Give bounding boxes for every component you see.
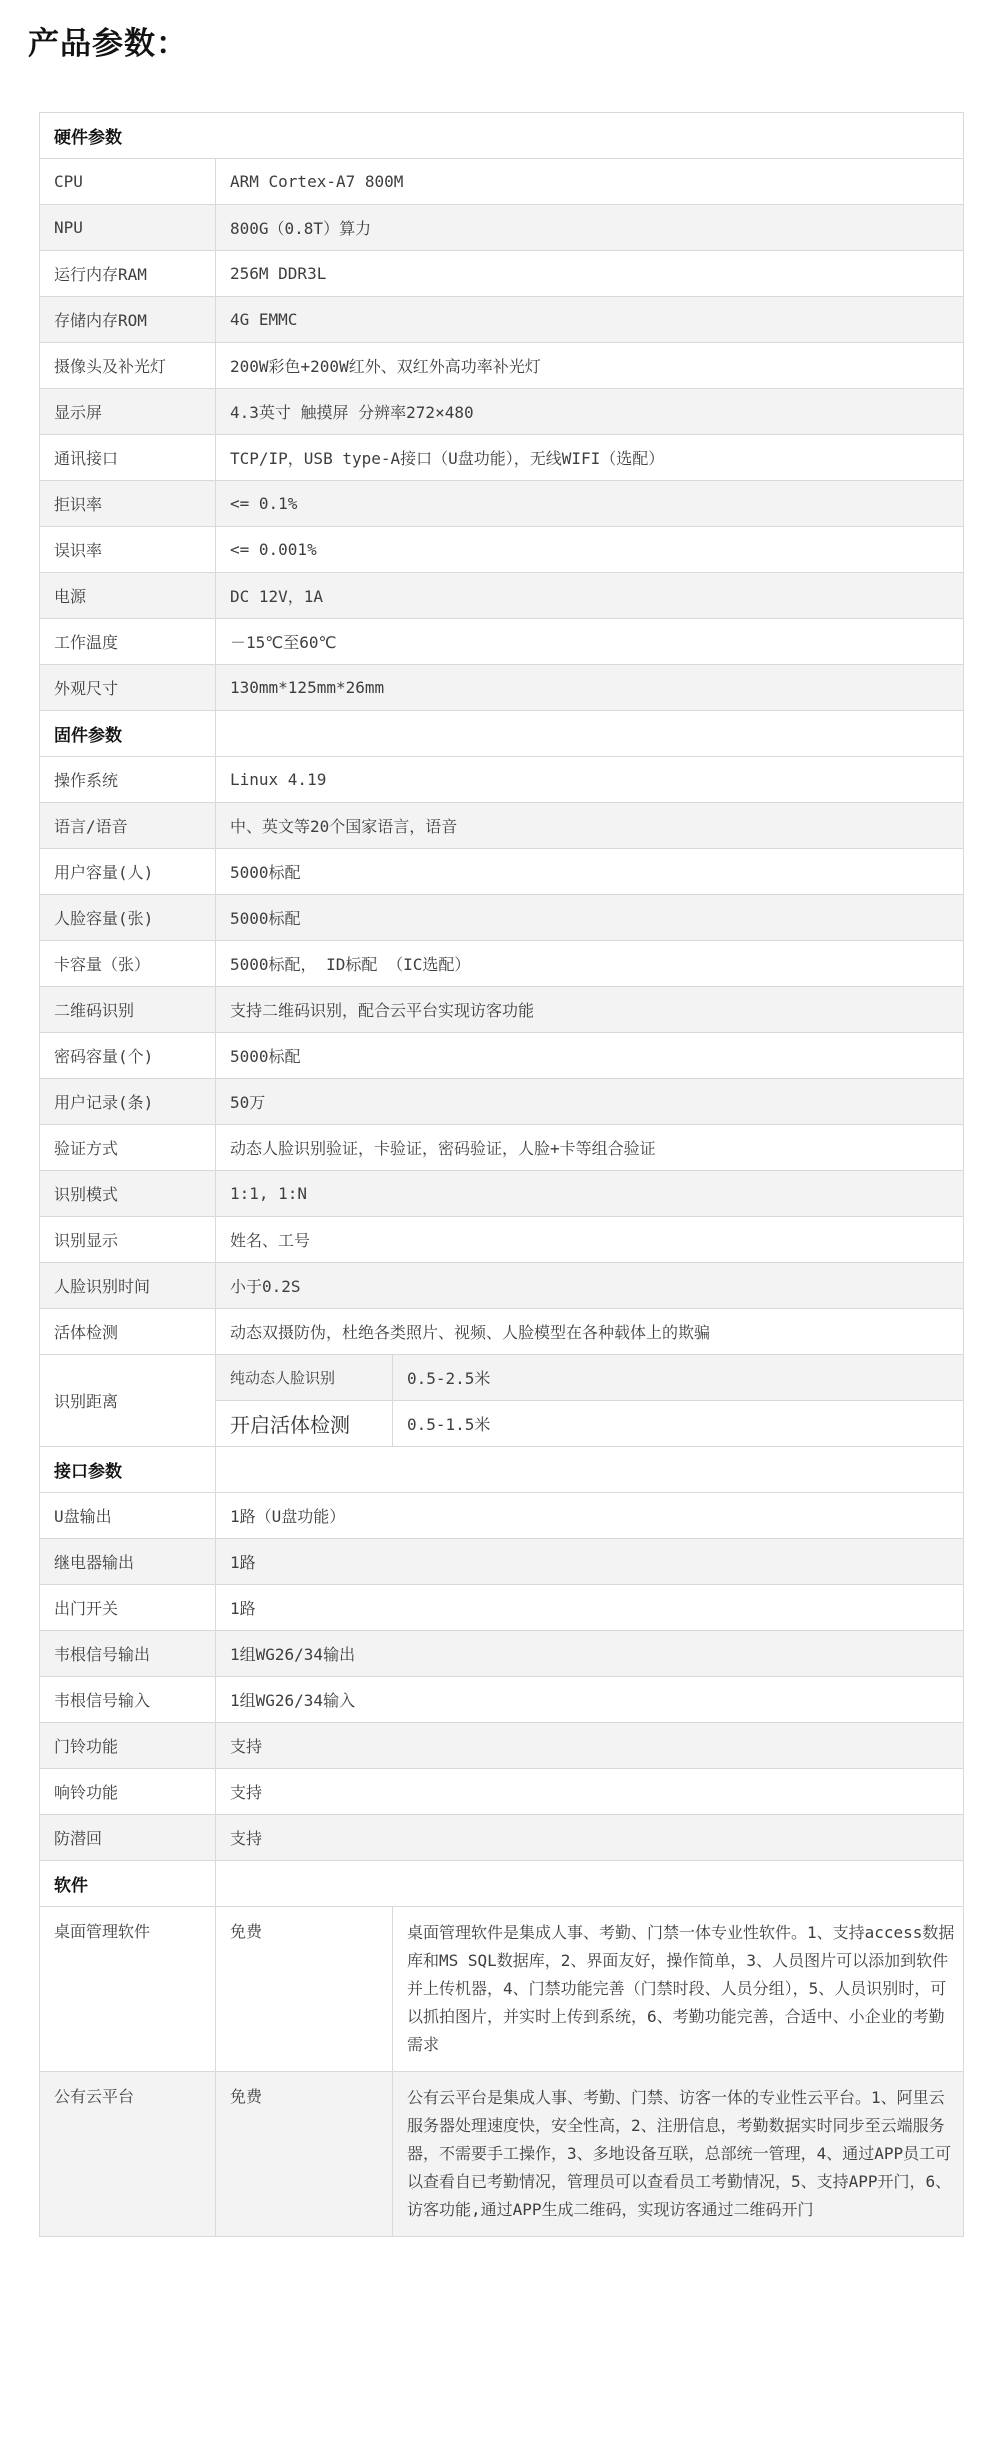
table-row bbox=[40, 481, 964, 527]
table-row bbox=[40, 987, 964, 1033]
table-row bbox=[40, 1493, 964, 1539]
table-row bbox=[40, 895, 964, 941]
spec-price: 免费 bbox=[216, 1907, 393, 2072]
spec-label: U盘输出 bbox=[40, 1493, 216, 1539]
table-row-public-cloud bbox=[40, 2072, 964, 2237]
spec-label: 继电器输出 bbox=[40, 1539, 216, 1585]
spec-label: 公有云平台 bbox=[40, 2072, 216, 2237]
spec-value: Linux 4.19 bbox=[216, 757, 964, 803]
spec-label: 二维码识别 bbox=[40, 987, 216, 1033]
spec-value: 支持 bbox=[216, 1723, 964, 1769]
spec-value: DC 12V，1A bbox=[216, 573, 964, 619]
spec-value: 1组WG26/34输出 bbox=[216, 1631, 964, 1677]
section-header-firmware bbox=[40, 711, 964, 757]
spec-value: 1路（U盘功能） bbox=[216, 1493, 964, 1539]
spec-label: 外观尺寸 bbox=[40, 665, 216, 711]
spec-value: 130mm*125mm*26mm bbox=[216, 665, 964, 711]
spec-value: －15℃至60℃ bbox=[216, 619, 964, 665]
table-row bbox=[40, 159, 964, 205]
spec-label: NPU bbox=[40, 205, 216, 251]
section-title-firmware: 固件参数 bbox=[40, 711, 216, 757]
section-title-hardware: 硬件参数 bbox=[40, 113, 964, 159]
spec-value: 1路 bbox=[216, 1539, 964, 1585]
spec-label: 用户记录(条) bbox=[40, 1079, 216, 1125]
spec-value: 5000标配 bbox=[216, 1033, 964, 1079]
spec-label: 摄像头及补光灯 bbox=[40, 343, 216, 389]
spec-value: <= 0.1% bbox=[216, 481, 964, 527]
table-row bbox=[40, 1539, 964, 1585]
spec-value: 中、英文等20个国家语言，语音 bbox=[216, 803, 964, 849]
table-row bbox=[40, 1585, 964, 1631]
spec-value: 0.5-1.5米 bbox=[393, 1401, 964, 1447]
table-row bbox=[40, 343, 964, 389]
spec-value: 50万 bbox=[216, 1079, 964, 1125]
table-row bbox=[40, 1125, 964, 1171]
section-header-software bbox=[40, 1861, 964, 1907]
spec-value: 1组WG26/34输入 bbox=[216, 1677, 964, 1723]
table-row bbox=[40, 1171, 964, 1217]
spec-label: 韦根信号输入 bbox=[40, 1677, 216, 1723]
table-row bbox=[40, 619, 964, 665]
spec-value: 4.3英寸 触摸屏 分辨率272×480 bbox=[216, 389, 964, 435]
section-header-filler bbox=[216, 711, 964, 757]
table-row bbox=[40, 665, 964, 711]
table-row bbox=[40, 1769, 964, 1815]
table-row bbox=[40, 941, 964, 987]
table-row bbox=[40, 1723, 964, 1769]
section-header-interface bbox=[40, 1447, 964, 1493]
spec-label: 响铃功能 bbox=[40, 1769, 216, 1815]
table-row bbox=[40, 435, 964, 481]
spec-value: 200W彩色+200W红外、双红外高功率补光灯 bbox=[216, 343, 964, 389]
spec-label: 语言/语音 bbox=[40, 803, 216, 849]
spec-value: 支持 bbox=[216, 1815, 964, 1861]
spec-value: 动态双摄防伪，杜绝各类照片、视频、人脸模型在各种载体上的欺骗 bbox=[216, 1309, 964, 1355]
table-row bbox=[40, 1309, 964, 1355]
spec-label: 识别模式 bbox=[40, 1171, 216, 1217]
spec-value: 动态人脸识别验证，卡验证，密码验证，人脸+卡等组合验证 bbox=[216, 1125, 964, 1171]
spec-label: 工作温度 bbox=[40, 619, 216, 665]
section-title-software: 软件 bbox=[40, 1861, 216, 1907]
table-row bbox=[40, 527, 964, 573]
table-row bbox=[40, 573, 964, 619]
spec-sublabel: 纯动态人脸识别 bbox=[216, 1355, 393, 1401]
spec-label: 桌面管理软件 bbox=[40, 1907, 216, 2072]
spec-value: 小于0.2S bbox=[216, 1263, 964, 1309]
spec-label: 密码容量(个) bbox=[40, 1033, 216, 1079]
spec-label: 电源 bbox=[40, 573, 216, 619]
spec-value: ARM Cortex-A7 800M bbox=[216, 159, 964, 205]
spec-label: 用户容量(人) bbox=[40, 849, 216, 895]
product-spec-table bbox=[39, 112, 964, 2237]
table-row bbox=[40, 251, 964, 297]
table-row bbox=[40, 1263, 964, 1309]
table-row bbox=[40, 1079, 964, 1125]
table-row bbox=[40, 803, 964, 849]
table-row bbox=[40, 205, 964, 251]
spec-label: 韦根信号输出 bbox=[40, 1631, 216, 1677]
spec-label: 拒识率 bbox=[40, 481, 216, 527]
page-title: 产品参数： bbox=[28, 26, 188, 61]
spec-value: <= 0.001% bbox=[216, 527, 964, 573]
spec-label: 出门开关 bbox=[40, 1585, 216, 1631]
spec-label: 存储内存ROM bbox=[40, 297, 216, 343]
spec-label: 显示屏 bbox=[40, 389, 216, 435]
spec-value: 姓名、工号 bbox=[216, 1217, 964, 1263]
spec-label: 通讯接口 bbox=[40, 435, 216, 481]
table-row bbox=[40, 1677, 964, 1723]
spec-value: 1路 bbox=[216, 1585, 964, 1631]
spec-value: 5000标配， ID标配 （IC选配） bbox=[216, 941, 964, 987]
table-row bbox=[40, 849, 964, 895]
spec-label: 误识率 bbox=[40, 527, 216, 573]
spec-label: CPU bbox=[40, 159, 216, 205]
spec-value: TCP/IP，USB type-A接口（U盘功能），无线WIFI（选配） bbox=[216, 435, 964, 481]
spec-value: 256M DDR3L bbox=[216, 251, 964, 297]
spec-label: 识别距离 bbox=[40, 1355, 216, 1447]
spec-price: 免费 bbox=[216, 2072, 393, 2237]
spec-label: 活体检测 bbox=[40, 1309, 216, 1355]
table-row bbox=[40, 757, 964, 803]
table-row bbox=[40, 1815, 964, 1861]
table-row bbox=[40, 1033, 964, 1079]
spec-label: 人脸容量(张) bbox=[40, 895, 216, 941]
spec-label: 识别显示 bbox=[40, 1217, 216, 1263]
spec-value: 800G（0.8T）算力 bbox=[216, 205, 964, 251]
section-header-filler bbox=[216, 1447, 964, 1493]
spec-label: 人脸识别时间 bbox=[40, 1263, 216, 1309]
spec-description: 桌面管理软件是集成人事、考勤、门禁一体专业性软件。1、支持access数据库和MS SQL数据库，2、界面友好，操作简单，3、人员图片可以添加到软件并上传机器，4、门禁功能完善（门禁时段、人员分组），5、人员识别时，可以抓拍图片，并实时上传到系统，6、考勤功能完善，合适中、小企业的考勤需求 bbox=[393, 1907, 964, 2072]
table-row bbox=[40, 1631, 964, 1677]
spec-value: 5000标配 bbox=[216, 849, 964, 895]
table-row-desktop-software bbox=[40, 1907, 964, 2072]
spec-description: 公有云平台是集成人事、考勤、门禁、访客一体的专业性云平台。1、阿里云服务器处理速度快，安全性高，2、注册信息，考勤数据实时同步至云端服务器，不需要手工操作，3、多地设备互联，总部统一管理，4、通过APP员工可以查看自已考勤情况，管理员可以查看员工考勤情况，5、支持APP开门，6、访客功能,通过APP生成二维码，实现访客通过二维码开门 bbox=[393, 2072, 964, 2237]
spec-label: 验证方式 bbox=[40, 1125, 216, 1171]
spec-label: 操作系统 bbox=[40, 757, 216, 803]
spec-value: 1:1, 1:N bbox=[216, 1171, 964, 1217]
spec-label: 门铃功能 bbox=[40, 1723, 216, 1769]
table-row bbox=[40, 389, 964, 435]
spec-label: 运行内存RAM bbox=[40, 251, 216, 297]
spec-value: 支持二维码识别，配合云平台实现访客功能 bbox=[216, 987, 964, 1033]
table-row bbox=[40, 1217, 964, 1263]
table-row bbox=[40, 297, 964, 343]
spec-sublabel: 开启活体检测 bbox=[216, 1401, 393, 1447]
section-header-filler bbox=[216, 1861, 964, 1907]
section-title-interface: 接口参数 bbox=[40, 1447, 216, 1493]
spec-value: 支持 bbox=[216, 1769, 964, 1815]
spec-label: 防潜回 bbox=[40, 1815, 216, 1861]
spec-value: 0.5-2.5米 bbox=[393, 1355, 964, 1401]
section-header-hardware bbox=[40, 113, 964, 159]
spec-value: 4G EMMC bbox=[216, 297, 964, 343]
spec-label: 卡容量（张） bbox=[40, 941, 216, 987]
spec-value: 5000标配 bbox=[216, 895, 964, 941]
table-row-recognition-distance bbox=[40, 1355, 964, 1401]
